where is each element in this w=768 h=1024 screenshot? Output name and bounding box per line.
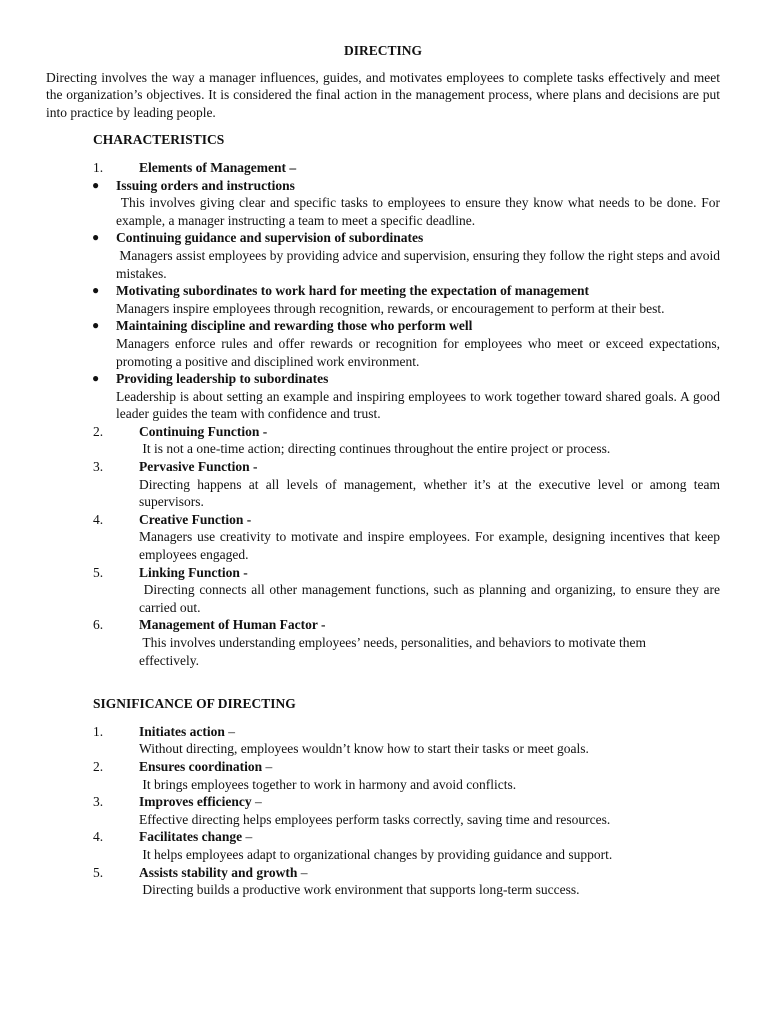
bullet-item bbox=[46, 370, 720, 423]
item-desc: Directing connects all other management functions, such as planning and organizing, to ensure they are carried out. bbox=[139, 582, 724, 615]
bullet-desc: This involves giving clear and specific tasks to employees to ensure they know what needs to be done. For example, a manager instructing a team to meet a specific deadline. bbox=[116, 195, 724, 228]
item-dash: – bbox=[297, 864, 308, 880]
item-title: Assists stability and growth bbox=[139, 864, 298, 880]
bullet-icon: ● bbox=[92, 371, 100, 386]
characteristic-item-5 bbox=[46, 564, 724, 617]
document-page bbox=[46, 42, 724, 899]
item-desc: It is not a one-time action; directing continues throughout the entire project or process. bbox=[139, 441, 611, 457]
document-title: DIRECTING bbox=[343, 43, 422, 58]
item-desc: Managers use creativity to motivate and inspire employees. For example, designing incentives that keep employees engaged. bbox=[139, 529, 720, 563]
bullet-item bbox=[46, 229, 724, 282]
bullet-desc: Managers inspire employees through recognition, rewards, or encouragement to perform at their best. bbox=[116, 300, 665, 316]
characteristic-item-1 bbox=[46, 159, 720, 177]
item-number: 1. bbox=[93, 159, 104, 175]
bullet-title: Issuing orders and instructions bbox=[116, 177, 295, 193]
characteristics-heading: CHARACTERISTICS bbox=[93, 132, 225, 148]
significance-heading: SIGNIFICANCE OF DIRECTING bbox=[93, 696, 296, 712]
bullet-icon: ● bbox=[92, 283, 100, 298]
item-dash: – bbox=[262, 758, 273, 774]
bullet-title: Motivating subordinates to work hard for meeting the expectation of management bbox=[116, 283, 589, 299]
item-desc: Effective directing helps employees perform tasks correctly, saving time and resources. bbox=[139, 811, 611, 827]
characteristic-item-4 bbox=[46, 511, 720, 564]
item-number: 3. bbox=[93, 459, 104, 475]
item-dash: – bbox=[224, 723, 235, 739]
item-number: 6. bbox=[93, 617, 104, 633]
item-number: 2. bbox=[93, 423, 104, 439]
significance-item-1 bbox=[46, 723, 720, 758]
bullet-icon: ● bbox=[92, 230, 100, 245]
item-title: Elements of Management – bbox=[139, 159, 297, 175]
item-number: 5. bbox=[93, 864, 104, 880]
bullet-title: Continuing guidance and supervision of subordinates bbox=[116, 230, 424, 246]
intro-paragraph: Directing involves the way a manager influences, guides, and motivates employees to complete tasks effectively and meet the organization’s objectives. It is considered the final action in the management process, where plans and decisions are put into practice by leading people. bbox=[46, 69, 720, 120]
bullet-item bbox=[46, 317, 720, 370]
significance-item-4 bbox=[46, 828, 720, 863]
item-number: 4. bbox=[93, 511, 104, 527]
item-desc: It helps employees adapt to organizational changes by providing guidance and support. bbox=[139, 846, 613, 862]
item-number: 5. bbox=[93, 564, 104, 580]
item-title: Continuing Function - bbox=[139, 423, 268, 439]
item-title: Initiates action bbox=[139, 723, 225, 739]
bullet-icon: ● bbox=[92, 318, 100, 333]
significance-item-5 bbox=[46, 864, 720, 899]
item-title: Improves efficiency bbox=[139, 794, 252, 810]
item-desc: Without directing, employees wouldn’t know how to start their tasks or meet goals. bbox=[139, 741, 589, 757]
item-title: Management of Human Factor - bbox=[139, 617, 326, 633]
bullet-item bbox=[46, 282, 720, 317]
item-title: Pervasive Function - bbox=[139, 459, 258, 475]
item-title: Linking Function - bbox=[139, 564, 248, 580]
bullet-item bbox=[46, 177, 724, 230]
bullet-icon: ● bbox=[92, 177, 100, 192]
characteristic-item-3 bbox=[46, 458, 720, 511]
bullet-title: Providing leadership to subordinates bbox=[116, 371, 329, 387]
item-number: 4. bbox=[93, 829, 104, 845]
item-desc: This involves understanding employees’ needs, personalities, and behaviors to motivate them effectively. bbox=[139, 635, 650, 668]
item-title: Ensures coordination bbox=[139, 758, 263, 774]
item-number: 2. bbox=[93, 758, 104, 774]
item-number: 1. bbox=[93, 723, 104, 739]
bullet-desc: Managers enforce rules and offer rewards or recognition for employees who meet or exceed expectations, promoting a positive and disciplined work environment. bbox=[116, 335, 720, 369]
bullet-title: Maintaining discipline and rewarding those who perform well bbox=[116, 318, 473, 334]
item-desc: It brings employees together to work in harmony and avoid conflicts. bbox=[139, 776, 517, 792]
item-dash: – bbox=[251, 794, 262, 810]
characteristic-item-2 bbox=[46, 423, 720, 458]
item-dash: – bbox=[242, 829, 253, 845]
item-desc: Directing builds a productive work environment that supports long-term success. bbox=[139, 882, 580, 898]
characteristic-item-6 bbox=[46, 616, 720, 669]
item-desc: Directing happens at all levels of management, whether it’s at the executive level or among team supervisors. bbox=[139, 476, 720, 510]
item-title: Creative Function - bbox=[139, 511, 252, 527]
item-number: 3. bbox=[93, 794, 104, 810]
significance-item-2 bbox=[46, 758, 720, 793]
bullet-desc: Managers assist employees by providing advice and supervision, ensuring they follow the right steps and avoid mistakes. bbox=[116, 247, 724, 281]
significance-item-3 bbox=[46, 793, 720, 828]
item-title: Facilitates change bbox=[139, 829, 243, 845]
bullet-desc: Leadership is about setting an example and inspiring employees to work together toward shared goals. A good leader guides the team with confidence and trust. bbox=[116, 388, 720, 422]
